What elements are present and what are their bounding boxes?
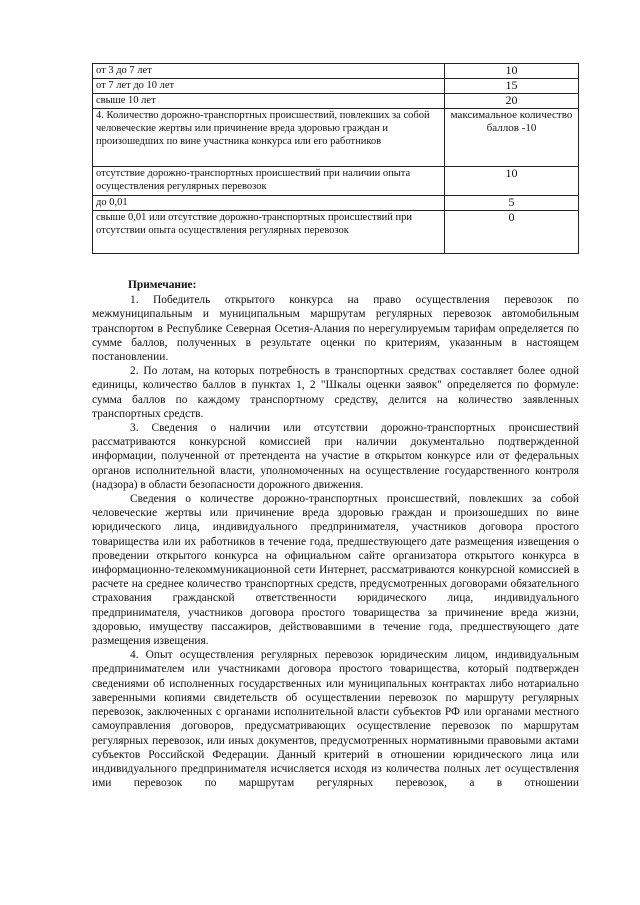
score-cell: 20 (445, 94, 579, 109)
score-cell: 15 (445, 79, 579, 94)
note-paragraph: 3. Сведения о наличии или отсутствии дорожно-транспортных происшествий рассматриваются конкурсной комиссией при наличии документально подтвержденной информации, полученной от претендента на участие в открытом конкурсе или от федеральных органов исполнительной власти, уполномоченных на осуществление государственного контроля (надзора) в области безопасности дорожного движения. (92, 422, 579, 491)
table-row (93, 167, 579, 196)
note-paragraph: Сведения о количестве дорожно-транспортных происшествий, повлекших за собой человеческие жертвы или причинение вреда здоровью граждан и произошедших по вине юридического лица, индивидуального предпринимателя, участников договора простого товарищества или их работников в течение года, предшествующего дате размещения извещения о проведении открытого конкурса на официальном сайте организатора открытого конкурса в информационно-телекоммуникационной сети Интернет, рассматриваются конкурсной комиссией в расчете на среднее количество транспортных средств, предусмотренных договорами обязательного страхования гражданской ответственности юридического лица, индивидуального предпринимателя, участников договора простого товарищества за причинение вреда жизни, здоровью, имуществу пассажиров, действовавшими в течение года, предшествующего дате размещения извещения. (92, 493, 579, 648)
table-row (93, 109, 579, 167)
score-cell: максимальное количество баллов -10 (445, 109, 579, 167)
score-cell: 10 (445, 64, 579, 79)
table-row (93, 211, 579, 254)
note-paragraph: 4. Опыт осуществления регулярных перевозок юридическим лицом, индивидуальным предпринимателем или участниками договора простого товарищества, который подтвержден сведениями об исполненных государственных или муниципальных контрактах либо нотариально заверенными копиями свидетельств об осуществлении перевозок по маршруту регулярных перевозок, заключенных с органами исполнительной власти субъектов РФ или органами местного самоуправления договоров, предусматривающих осуществление перевозок по маршрутам регулярных перевозок, или иных документов, предусмотренных нормативными правовыми актами субъектов Российской Федерации. Данный критерий в отношении юридического лица или индивидуального предпринимателя исчисляется исходя из количества полных лет осуществления ими перевозок по маршрутам регулярных перевозок, а в отношении (92, 649, 579, 790)
criterion-cell: от 7 лет до 10 лет (93, 79, 445, 94)
criterion-cell: от 3 до 7 лет (93, 64, 445, 79)
criterion-cell: отсутствие дорожно-транспортных происшествий при наличии опыта осуществления регулярных перевозок (93, 167, 445, 196)
notes-heading: Примечание: (128, 279, 197, 291)
table-row (93, 196, 579, 211)
score-cell: 5 (445, 196, 579, 211)
score-cell: 0 (445, 211, 579, 254)
note-paragraph: 1. Победитель открытого конкурса на право осуществления перевозок по межмуниципальным и муниципальным маршрутам регулярных перевозок автомобильным транспортом в Республике Северная Осетия-Алания по нерегулируемым тарифам определяется по сумме баллов, полученных в результате оценки по критериям, указанным в настоящем постановлении. (92, 294, 579, 364)
table-row (93, 94, 579, 109)
note-paragraph: 2. По лотам, на которых потребность в транспортных средствах составляет более одной единицы, количество баллов в пунктах 1, 2 "Шкалы оценки заявок" определяется по формуле: сумма баллов по каждому транспортному средству, делится на количество заявленных транспортных средств. (92, 365, 579, 420)
score-cell: 10 (445, 167, 579, 196)
notes-section (92, 278, 579, 790)
criterion-cell: 4. Количество дорожно-транспортных происшествий, повлекших за собой человеческие жертвы или причинение вреда здоровью граждан и произошедших по вине участника конкурса или его работников (93, 109, 445, 167)
criterion-cell: до 0,01 (93, 196, 445, 211)
scoring-table (92, 63, 579, 254)
table-row (93, 64, 579, 79)
criterion-cell: свыше 10 лет (93, 94, 445, 109)
criterion-cell: свыше 0,01 или отсутствие дорожно-транспортных происшествий при отсутствии опыта осуществления регулярных перевозок (93, 211, 445, 254)
table-row (93, 79, 579, 94)
